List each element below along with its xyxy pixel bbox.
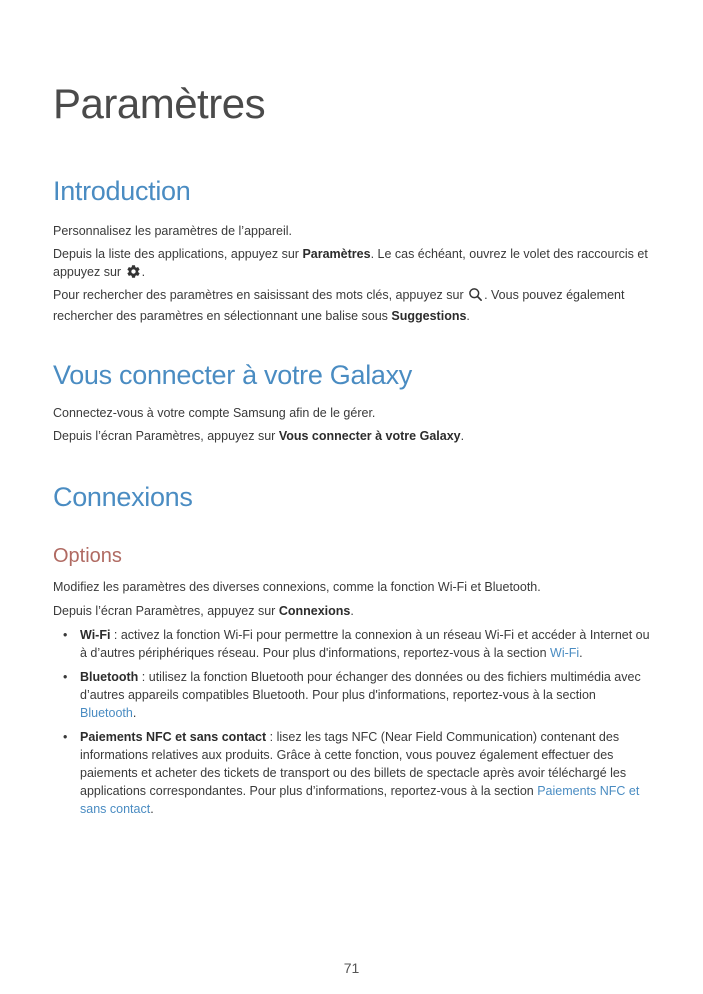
- introduction-p1: Personnalisez les paramètres de l’appareil.: [53, 224, 293, 238]
- gear-icon: [126, 264, 141, 284]
- options-subheading: Options: [53, 545, 122, 567]
- galaxy-term: Vous connecter à votre Galaxy: [278, 429, 461, 443]
- list-item-wifi: [53, 626, 653, 662]
- introduction-p2-text-a: Depuis la liste des applications, appuyez sur: [53, 247, 303, 261]
- connexions-p2-text-a: Depuis l’écran Paramètres, appuyez sur: [53, 604, 279, 618]
- wifi-term: Wi-Fi: [80, 628, 111, 642]
- search-icon: [468, 287, 483, 307]
- connexions-p2-text-b: .: [350, 604, 354, 618]
- page-title: Paramètres: [53, 80, 266, 127]
- wifi-description: : activez la fonction Wi-Fi pour permettre la connexion à un réseau Wi-Fi et accéder à Internet ou à d’autres périphériques réseau. Pour plus d'informations, reportez-vous à la section: [80, 628, 650, 660]
- galaxy-p2: [53, 427, 653, 445]
- galaxy-p2-text-b: .: [460, 429, 465, 443]
- introduction-p2-text-b: . Le cas échéant, ouvrez le volet des raccourcis et appuyez sur: [53, 247, 648, 279]
- bluetooth-section-link[interactable]: Bluetooth: [80, 706, 133, 720]
- bluetooth-term: Bluetooth: [80, 670, 139, 684]
- introduction-p3-text-b: . Vous pouvez également rechercher des paramètres en sélectionnant une balise sous: [53, 288, 625, 323]
- introduction-p2-text-c: .: [141, 265, 146, 279]
- nfc-end: .: [150, 802, 154, 816]
- connexions-term: Connexions: [278, 604, 351, 618]
- connexions-heading: Connexions: [53, 482, 193, 512]
- bluetooth-description: : utilisez la fonction Bluetooth pour échanger des données ou des fichiers multimédia avec d’autres appareils compatibles Bluetooth. Pour plus d'informations, reportez-vous à la section: [80, 670, 641, 702]
- connexions-options-list: [53, 626, 653, 824]
- introduction-p3-text-c: .: [466, 309, 470, 323]
- galaxy-p1: Connectez-vous à votre compte Samsung afin de le gérer.: [53, 406, 376, 420]
- list-item-bluetooth: [53, 668, 653, 722]
- introduction-p2: [53, 245, 653, 284]
- introduction-p3-text-a: Pour rechercher des paramètres en saisissant des mots clés, appuyez sur: [53, 288, 468, 302]
- nfc-section-link[interactable]: Paiements NFC et sans contact: [80, 784, 640, 816]
- page-number: 71: [343, 960, 360, 976]
- list-item-nfc: [53, 728, 653, 818]
- bluetooth-end: .: [132, 706, 137, 720]
- bullet: •: [63, 670, 68, 684]
- wifi-section-link[interactable]: Wi-Fi: [550, 646, 580, 660]
- bullet: •: [63, 628, 68, 642]
- introduction-p3: [53, 286, 653, 325]
- suggestions-term: Suggestions: [391, 309, 467, 323]
- nfc-term: Paiements NFC et sans contact: [80, 730, 267, 744]
- nfc-description: : lisez les tags NFC (Near Field Communication) contenant des informations relatives aux produits. Grâce à cette fonction, vous pouvez également effectuer des paiements et acheter des tickets de transport ou des billets de spectacle après avoir téléchargé les applications correspondantes. Pour plus d’informations, reportez-vous à la section: [80, 730, 627, 798]
- galaxy-p2-text-a: Depuis l’écran Paramètres, appuyez sur: [53, 429, 279, 443]
- wifi-end: .: [579, 646, 583, 660]
- galaxy-heading: Vous connecter à votre Galaxy: [53, 360, 413, 390]
- parametres-term: Paramètres: [302, 247, 371, 261]
- connexions-p1: Modifiez les paramètres des diverses connexions, comme la fonction Wi-Fi et Bluetooth.: [53, 580, 541, 594]
- introduction-heading: Introduction: [53, 176, 191, 206]
- connexions-p2: [53, 602, 653, 620]
- bullet: •: [63, 730, 68, 744]
